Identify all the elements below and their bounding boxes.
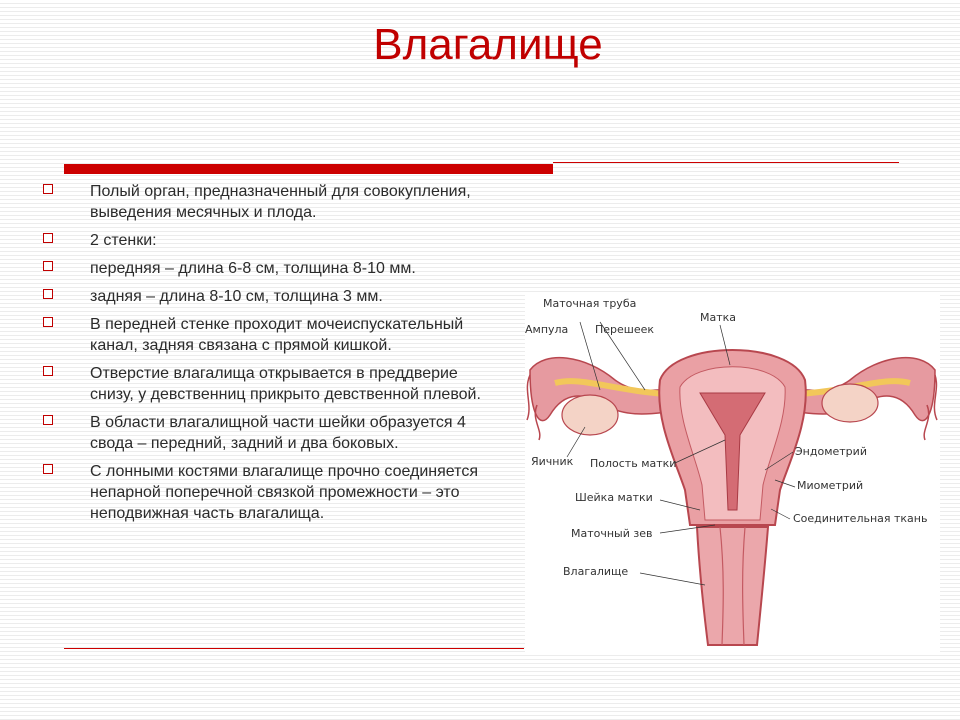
label-uterus: Матка: [700, 311, 737, 324]
bullet-square-icon: [43, 233, 53, 243]
bullet-text: Отверстие влагалища открывается в преддверие снизу, у девственниц прикрыто девственной плевой.: [90, 365, 481, 403]
bullet-item: [40, 461, 490, 524]
bullet-square-icon: [43, 464, 53, 474]
bullet-item: [40, 314, 490, 356]
label-tube: Маточная труба: [543, 297, 637, 310]
bullet-text: В области влагалищной части шейки образуется 4 свода – передний, задний и два боковых.: [90, 414, 466, 452]
title-underline-thin: [553, 162, 899, 163]
label-endometrium: Эндометрий: [795, 445, 867, 458]
bullet-item: [40, 286, 490, 307]
bullet-square-icon: [43, 184, 53, 194]
bullet-text: С лонными костями влагалище прочно соединяется непарной поперечной связкой промежности – это неподвижная часть влагалища.: [90, 463, 478, 522]
label-connective: Соединительная ткань: [793, 512, 928, 525]
bullet-text: 2 стенки:: [90, 232, 157, 249]
bullet-item: [40, 230, 490, 251]
label-myometrium: Миометрий: [797, 479, 864, 492]
bullet-text: передняя – длина 6-8 см, толщина 8-10 мм.: [90, 260, 416, 277]
label-vagina: Влагалище: [563, 565, 629, 578]
bullet-item: [40, 412, 490, 454]
slide-title: Влагалище: [373, 20, 603, 69]
label-cavity: Полость матки: [590, 457, 677, 470]
bullet-text: Полый орган, предназначенный для совокупления, выведения месячных и плода.: [90, 183, 471, 221]
label-ampulla: Ампула: [525, 323, 569, 336]
bullet-square-icon: [43, 415, 53, 425]
title-underline: [64, 164, 553, 174]
bullet-item: [40, 181, 490, 223]
bullet-square-icon: [43, 366, 53, 376]
label-isthmus: Перешеек: [595, 323, 655, 336]
bullet-square-icon: [43, 261, 53, 271]
label-cervix: Шейка матки: [575, 491, 653, 504]
bullet-square-icon: [43, 289, 53, 299]
bullet-item: [40, 258, 490, 279]
label-ovary: Яичник: [531, 455, 574, 468]
bullet-square-icon: [43, 317, 53, 327]
label-os: Маточный зев: [571, 527, 653, 540]
uterus-anatomy-figure: [525, 295, 940, 655]
bullet-list: [40, 181, 490, 531]
bullet-item: [40, 363, 490, 405]
bullet-text: В передней стенке проходит мочеиспускательный канал, задняя связана с прямой кишкой.: [90, 316, 464, 354]
bullet-text: задняя – длина 8-10 см, толщина 3 мм.: [90, 288, 383, 305]
uterus-illustration: [525, 295, 940, 655]
footer-line: [64, 648, 524, 649]
